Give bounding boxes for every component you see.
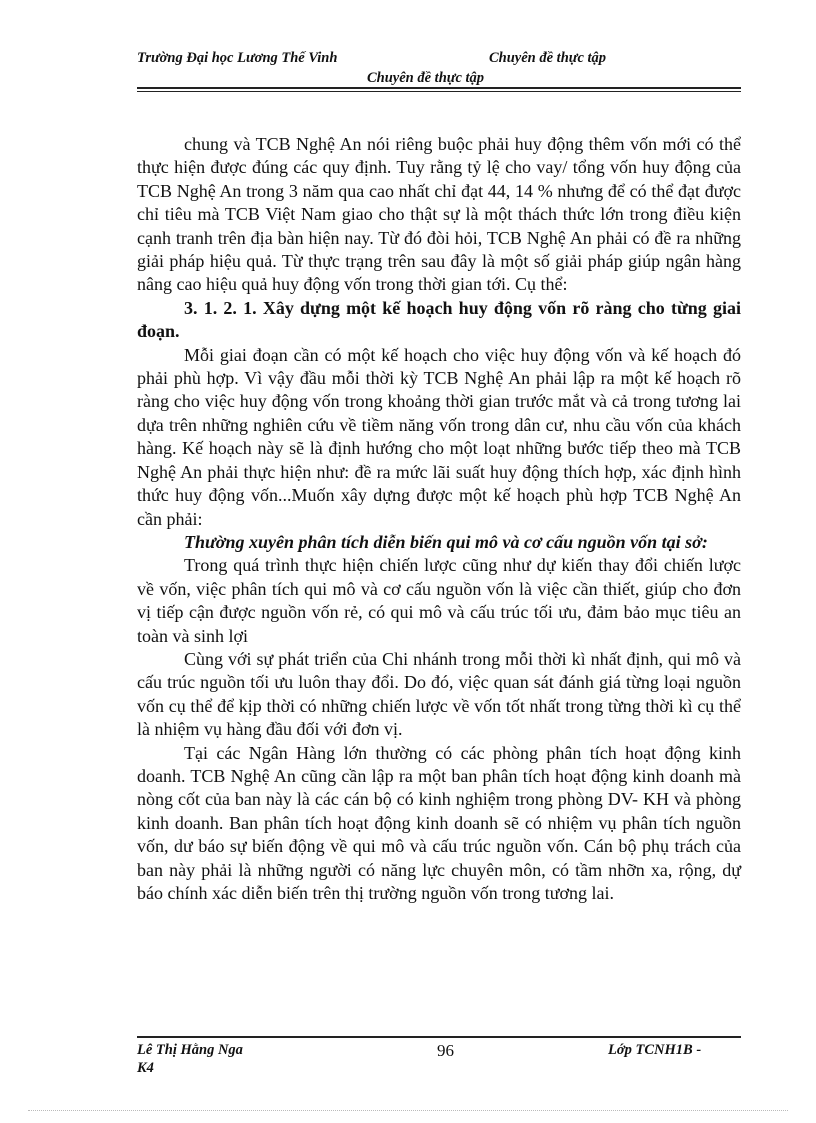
- paragraph-1: chung và TCB Nghệ An nói riêng buộc phải huy động thêm vốn mới có thể thực hiện được đúng các quy định. Tuy rằng tỷ lệ cho vay/ tổng vốn huy động của TCB Nghệ An trong 3 năm qua cao nhất chỉ đạt 44, 14 % nhưng để có thể đạt được chỉ tiêu mà TCB Việt Nam giao cho thật sự là một thách thức lớn trong điều kiện cạnh tranh trên địa bàn hiện nay. Từ đó đòi hỏi, TCB Nghệ An phải có đề ra những giải pháp hiệu quả. Từ thực trạng trên sau đây là một số giải pháp giúp ngân hàng nâng cao hiệu quả huy động vốn trong thời gian tới. Cụ thể:: [137, 134, 741, 295]
- header-doc-type-right: Chuyên đề thực tập: [489, 50, 607, 66]
- sub-heading: Thường xuyên phân tích diễn biến qui mô và cơ cấu nguồn vốn tại sở:: [184, 531, 708, 552]
- header-rule-thick: [137, 87, 741, 89]
- footer-author: Lê Thị Hằng Nga: [137, 1042, 243, 1058]
- paragraph-4: Cùng với sự phát triển của Chi nhánh trong mỗi thời kì nhất định, qui mô và cấu trúc nguồn tối ưu luôn thay đổi. Do đó, việc quan sát đánh giá từng loại nguồn vốn cụ thể để kịp thời có những chiến lược về vốn tốt nhất trong từng thời kì cụ thể là nhiệm vụ hàng đầu đối với đơn vị.: [137, 648, 741, 740]
- paragraph-5: Tại các Ngân Hàng lớn thường có các phòng phân tích hoạt động kinh doanh. TCB Nghệ An cũng cần lập ra một ban phân tích hoạt động kinh doanh mà nòng cốt của ban này là các cán bộ có kinh nghiệm trong phòng DV- KH và phòng kinh doanh. Ban phân tích hoạt động kinh doanh sẽ có nhiệm vụ phân tích nguồn vốn, dư báo sự biến động về qui mô và cấu trúc nguồn vốn. Cán bộ phụ trách của ban này phải là những người có năng lực chuyên môn, có tầm nhỡn xa, rộng, dự báo chính xác diễn biến trên thị trường nguồn vốn trong tương lai.: [137, 742, 741, 903]
- paragraph-3: Trong quá trình thực hiện chiến lược cũng như dự kiến thay đổi chiến lược về vốn, việc phân tích qui mô và cơ cấu nguồn vốn là việc cần thiết, giúp cho đơn vị tiếp cận được nguồn vốn rẻ, có qui mô và cấu trúc tối ưu, đảm bảo mục tiêu an toàn và sinh lợi: [137, 555, 741, 646]
- header-doc-type-center: Chuyên đề thực tập: [367, 70, 485, 86]
- footer-class: Lớp TCNH1B -: [608, 1042, 702, 1058]
- header-school: Trường Đại học Lương Thế Vinh: [137, 50, 338, 66]
- section-heading: 3. 1. 2. 1. Xây dựng một kế hoạch huy động vốn rõ ràng cho từng giai đoạn.: [137, 297, 741, 342]
- page-number: 96: [437, 1041, 454, 1060]
- footer-rule: [137, 1036, 741, 1038]
- footer-author-cohort: K4: [137, 1060, 154, 1076]
- page-edge-dotted-line: [28, 1110, 788, 1111]
- paragraph-2: Mỗi giai đoạn cần có một kế hoạch cho việc huy động vốn và kế hoạch đó phải phù hợp. Vì vậy đầu mỗi thời kỳ TCB Nghệ An phải lập ra một kế hoạch rõ ràng cho việc huy động vốn trong khoảng thời gian trước mắt và cả trong tương lai dựa trên những nghiên cứu về tiềm năng vốn trong dân cư, nhu cầu vốn của khách hàng. Kế hoạch này sẽ là định hướng cho một loạt những bước tiếp theo mà TCB Nghệ An phải thực hiện như: đề ra mức lãi suất huy động thích hợp, xác định hình thức huy động vốn...Muốn xây dựng được một kế hoạch phù hợp TCB Nghệ An cần phải:: [137, 344, 741, 529]
- body-text: [137, 133, 741, 905]
- header-rule-thin: [137, 91, 741, 92]
